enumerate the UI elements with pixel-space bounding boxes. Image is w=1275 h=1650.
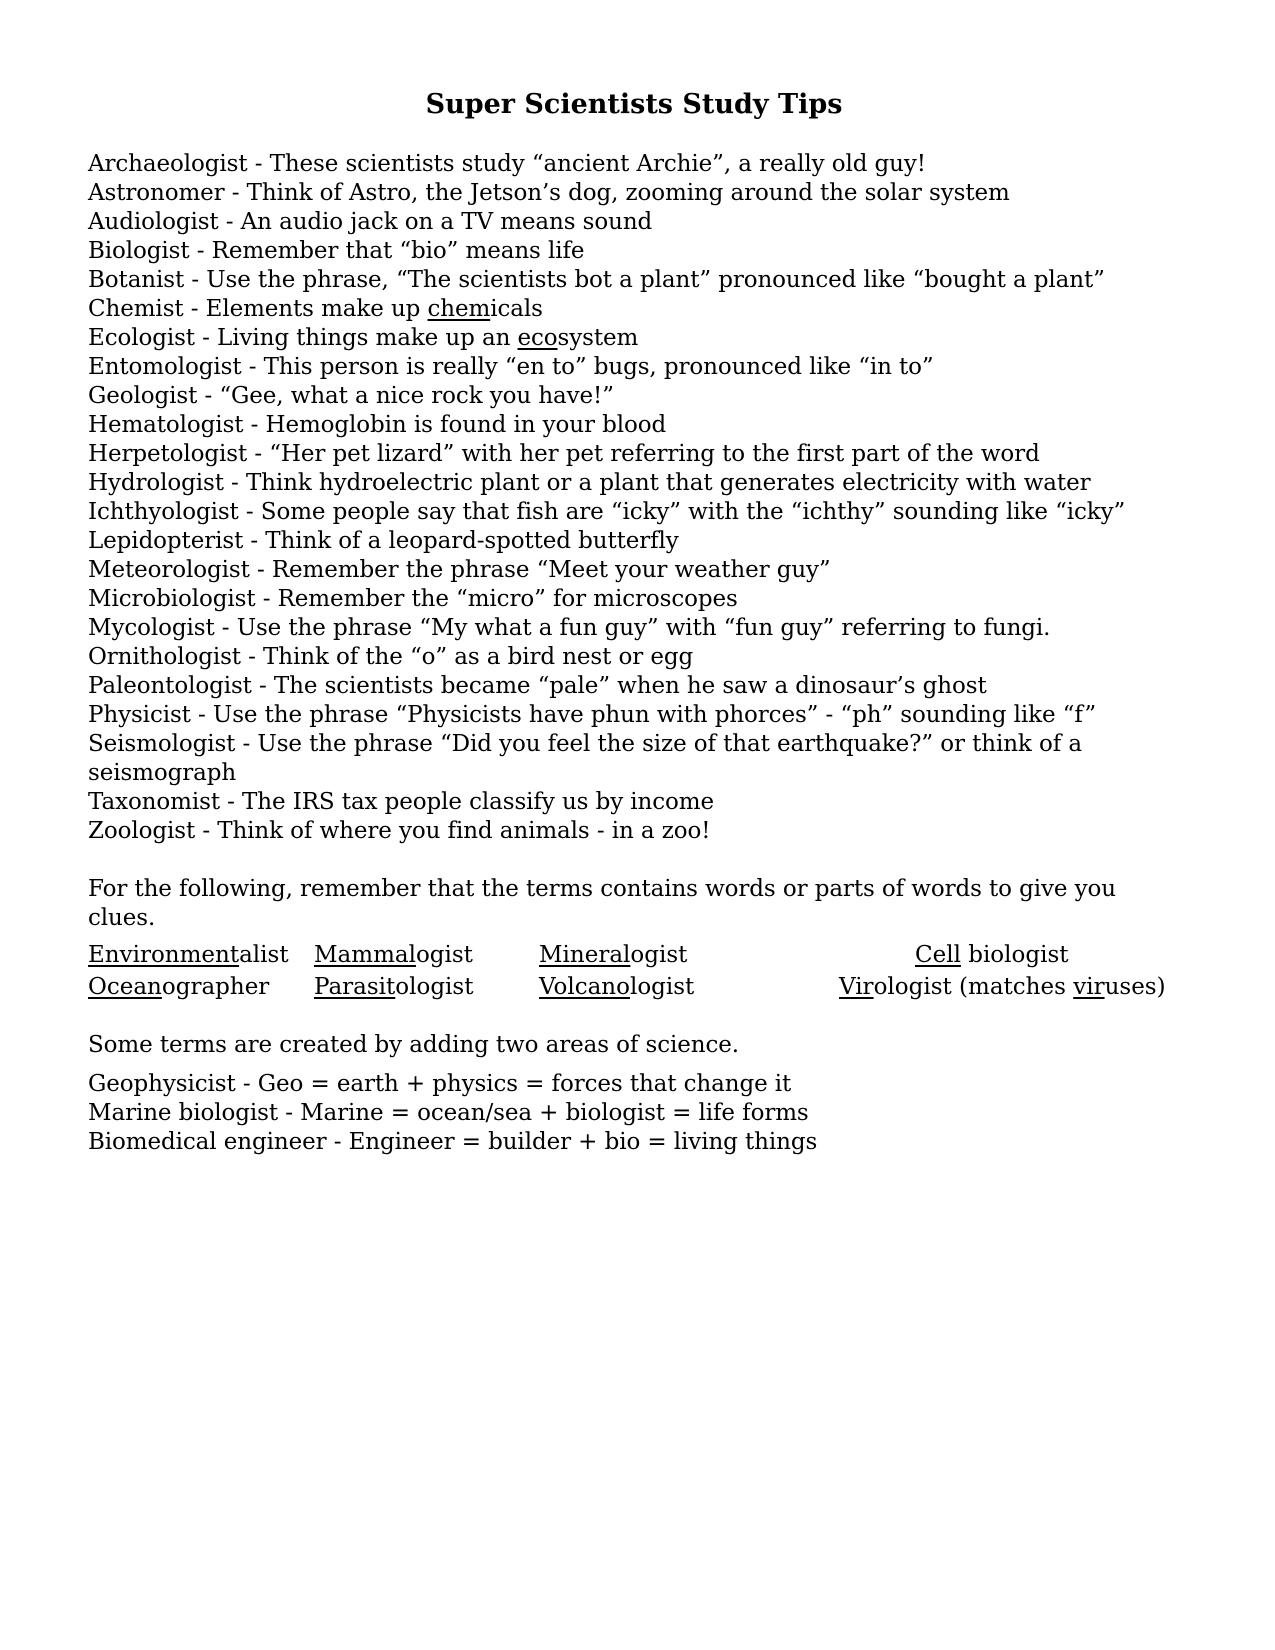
term-environmentalist: Environmentalist (88, 942, 289, 968)
tip-hematologist: Hematologist - Hemoglobin is found in your blood (88, 412, 667, 438)
underlined-fragment: chem (427, 296, 491, 322)
tip-meteorologist: Meteorologist - Remember the phrase “Meet your weather guy” (88, 557, 831, 583)
combo-marine-biologist: Marine biologist - Marine = ocean/sea + biologist = life forms (88, 1100, 809, 1126)
tip-biologist: Biologist - Remember that “bio” means life (88, 238, 585, 264)
tip-mycologist: Mycologist - Use the phrase “My what a fun guy” with “fun guy” referring to fungi. (88, 615, 1051, 641)
tip-astronomer: Astronomer - Think of Astro, the Jetson’s dog, zooming around the solar system (88, 180, 1010, 206)
spacer (88, 1002, 1208, 1031)
tip-lepidopterist: Lepidopterist - Think of a leopard-spotted butterfly (88, 528, 679, 554)
combo-biomedical-engineer: Biomedical engineer - Engineer = builder + bio = living things (88, 1129, 818, 1155)
tip-botanist: Botanist - Use the phrase, “The scientists bot a plant” pronounced like “bought a plant” (88, 267, 1105, 293)
tip-hydrologist: Hydrologist - Think hydroelectric plant or a plant that generates electricity with water (88, 470, 1091, 496)
term-mineralogist: Mineralogist (539, 942, 688, 968)
tip-herpetologist: Herpetologist - “Her pet lizard” with her pet referring to the first part of the word (88, 441, 1040, 467)
term-virologist: Virologist (matches viruses) (839, 974, 1166, 1000)
tip-ecologist: Ecologist - Living things make up an ecosystem (88, 325, 639, 351)
combos-section (88, 1002, 1208, 1157)
term-oceanographer: Oceanographer (88, 974, 270, 1000)
underlined-fragment: eco (517, 325, 558, 351)
spacer (88, 1060, 1208, 1070)
tip-archaeologist: Archaeologist - These scientists study “ancient Archie”, a really old guy! (88, 151, 926, 177)
term-cell-biologist: Cell biologist (915, 942, 1069, 968)
tip-zoologist: Zoologist - Think of where you find animals - in a zoo! (88, 818, 711, 844)
tip-taxonomist: Taxonomist - The IRS tax people classify us by income (88, 789, 715, 815)
combo-geophysicist: Geophysicist - Geo = earth + physics = forces that change it (88, 1071, 792, 1097)
tip-ornithologist: Ornithologist - Think of the “o” as a bird nest or egg (88, 644, 694, 670)
tip-chemist: Chemist - Elements make up chemicals (88, 296, 543, 322)
tip-microbiologist: Microbiologist - Remember the “micro” for microscopes (88, 586, 738, 612)
tip-seismologist: Seismologist - Use the phrase “Did you feel the size of that earthquake?” or think of a seismograph (88, 731, 1082, 786)
combos-intro: Some terms are created by adding two areas of science. (88, 1032, 739, 1058)
page-title: Super Scientists Study Tips (425, 89, 843, 120)
tip-geologist: Geologist - “Gee, what a nice rock you have!” (88, 383, 614, 409)
tip-paleontologist: Paleontologist - The scientists became “pale” when he saw a dinosaur’s ghost (88, 673, 987, 699)
term-mammalogist: Mammalogist (314, 942, 473, 968)
tip-entomologist: Entomologist - This person is really “en to” bugs, pronounced like “in to” (88, 354, 934, 380)
tip-ichthyologist: Ichthyologist - Some people say that fish are “icky” with the “ichthy” sounding like “icky” (88, 499, 1126, 525)
terms-grid (88, 940, 1208, 1002)
study-tips-page (88, 88, 1208, 1157)
term-parasitologist: Parasitologist (314, 974, 474, 1000)
term-volcanologist: Volcanologist (539, 974, 695, 1000)
tips-list (88, 150, 1208, 933)
tip-physicist: Physicist - Use the phrase “Physicists have phun with phorces” - “ph” sounding like “f” (88, 702, 1097, 728)
clues-intro: For the following, remember that the terms contains words or parts of words to give you clues. (88, 876, 1116, 931)
tip-audiologist: Audiologist - An audio jack on a TV means sound (88, 209, 653, 235)
spacer (88, 846, 1208, 875)
